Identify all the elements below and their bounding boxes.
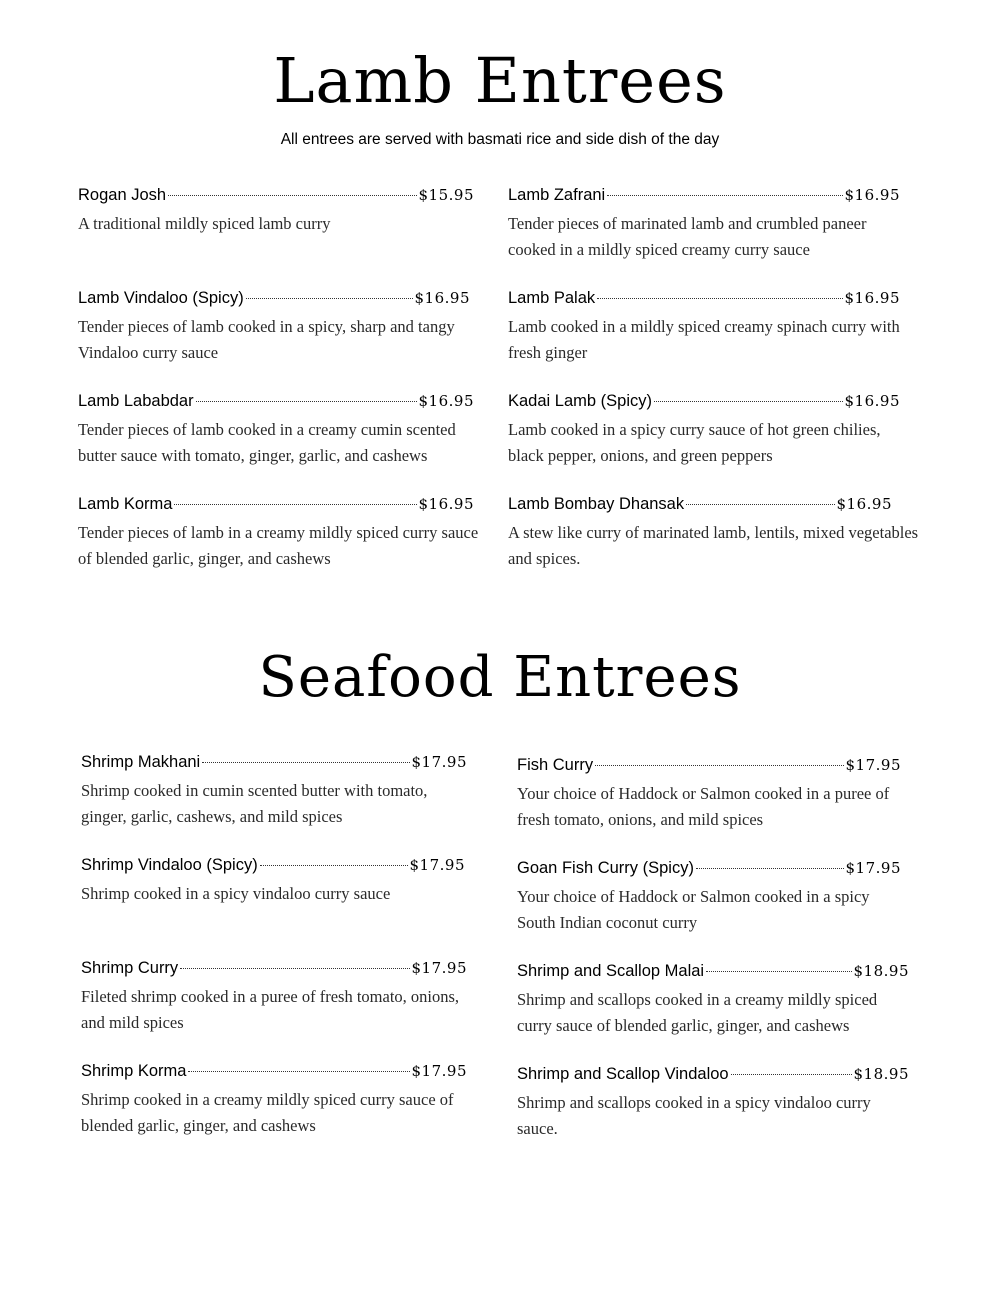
item-price: $16.95 (844, 392, 900, 410)
dot-leader (654, 401, 843, 402)
dot-leader (686, 504, 834, 505)
menu-item (81, 856, 465, 907)
item-price: $17.95 (411, 753, 467, 771)
menu-item (508, 392, 908, 469)
menu-item (517, 859, 901, 936)
dot-leader (168, 195, 416, 196)
dot-leader (607, 195, 842, 196)
menu-item (78, 392, 474, 469)
item-description: Tender pieces of lamb in a creamy mildly spiced curry sauce of blended garlic, ginger, and cashews (78, 523, 479, 568)
menu-item (508, 495, 928, 572)
item-name: Lamb Vindaloo (Spicy) (78, 289, 244, 307)
menu-item (508, 186, 900, 263)
item-description: Shrimp cooked in a spicy vindaloo curry sauce (81, 884, 391, 903)
item-name: Lamb Lababdar (78, 392, 194, 410)
item-name: Goan Fish Curry (Spicy) (517, 859, 694, 877)
item-price: $16.95 (836, 495, 892, 513)
dot-leader (260, 865, 408, 866)
item-price: $18.95 (853, 962, 909, 980)
dot-leader (597, 298, 842, 299)
item-price: $17.95 (845, 859, 901, 877)
item-description: Tender pieces of lamb cooked in a spicy, sharp and tangy Vindaloo curry sauce (78, 317, 455, 362)
item-description: Shrimp cooked in cumin scented butter with tomato, ginger, garlic, cashews, and mild spices (81, 781, 428, 826)
item-name: Lamb Palak (508, 289, 596, 307)
item-price: $18.95 (853, 1065, 909, 1083)
item-name: Shrimp Curry (81, 959, 179, 977)
item-name: Kadai Lamb (Spicy) (508, 392, 652, 410)
item-description: Tender pieces of lamb cooked in a creamy cumin scented butter sauce with tomato, ginger, garlic, and cashews (78, 420, 456, 465)
item-name: Lamb Bombay Dhansak (508, 495, 685, 513)
item-name: Shrimp and Scallop Vindaloo (517, 1065, 729, 1083)
menu-item (78, 495, 488, 572)
item-name: Shrimp Korma (81, 1062, 187, 1080)
dot-leader (180, 968, 409, 969)
item-price: $16.95 (844, 289, 900, 307)
item-description: Lamb cooked in a spicy curry sauce of hot green chilies, black pepper, onions, and green peppers (508, 420, 881, 465)
item-description: A stew like curry of marinated lamb, lentils, mixed vegetables and spices. (508, 523, 919, 568)
item-price: $17.95 (411, 1062, 467, 1080)
item-price: $17.95 (411, 959, 467, 977)
dot-leader (174, 504, 416, 505)
item-description: A traditional mildly spiced lamb curry (78, 214, 331, 233)
item-description: Tender pieces of marinated lamb and crumbled paneer cooked in a mildly spiced creamy curry sauce (508, 214, 867, 259)
seafood-section-title: Seafood Entrees (258, 645, 742, 710)
item-price: $16.95 (414, 289, 470, 307)
menu-item (517, 1065, 909, 1142)
item-name: Shrimp and Scallop Malai (517, 962, 705, 980)
item-description: Your choice of Haddock or Salmon cooked in a spicy South Indian coconut curry (517, 887, 870, 932)
item-name: Lamb Korma (78, 495, 173, 513)
item-price: $15.95 (418, 186, 474, 204)
item-price: $17.95 (409, 856, 465, 874)
item-price: $16.95 (418, 392, 474, 410)
item-name: Shrimp Vindaloo (Spicy) (81, 856, 258, 874)
menu-item (517, 962, 909, 1039)
dot-leader (706, 971, 851, 972)
menu-item (517, 756, 917, 833)
dot-leader (595, 765, 843, 766)
item-description: Shrimp and scallops cooked in a creamy mildly spiced curry sauce of blended garlic, ginger, and cashews (517, 990, 878, 1035)
item-price: $16.95 (418, 495, 474, 513)
item-name: Shrimp Makhani (81, 753, 201, 771)
menu-item (78, 186, 474, 237)
dot-leader (696, 868, 844, 869)
dot-leader (246, 298, 413, 299)
lamb-section-title: Lamb Entrees (273, 44, 727, 117)
dot-leader (731, 1074, 852, 1075)
item-description: Shrimp and scallops cooked in a spicy vindaloo curry sauce. (517, 1093, 871, 1138)
item-price: $16.95 (844, 186, 900, 204)
menu-item (81, 959, 471, 1036)
menu-item (81, 753, 467, 830)
item-description: Your choice of Haddock or Salmon cooked in a puree of fresh tomato, onions, and mild spices (517, 784, 890, 829)
menu-item (78, 289, 470, 366)
menu-item (81, 1062, 467, 1139)
item-name: Fish Curry (517, 756, 594, 774)
dot-leader (188, 1071, 409, 1072)
dot-leader (202, 762, 409, 763)
item-price: $17.95 (845, 756, 901, 774)
lamb-section-subtitle: All entrees are served with basmati rice and side dish of the day (280, 131, 720, 148)
dot-leader (196, 401, 417, 402)
item-name: Rogan Josh (78, 186, 167, 204)
menu-item (508, 289, 908, 366)
item-description: Fileted shrimp cooked in a puree of fresh tomato, onions, and mild spices (81, 987, 460, 1032)
item-description: Lamb cooked in a mildly spiced creamy spinach curry with fresh ginger (508, 317, 900, 362)
item-name: Lamb Zafrani (508, 186, 606, 204)
item-description: Shrimp cooked in a creamy mildly spiced curry sauce of blended garlic, ginger, and cashews (81, 1090, 454, 1135)
